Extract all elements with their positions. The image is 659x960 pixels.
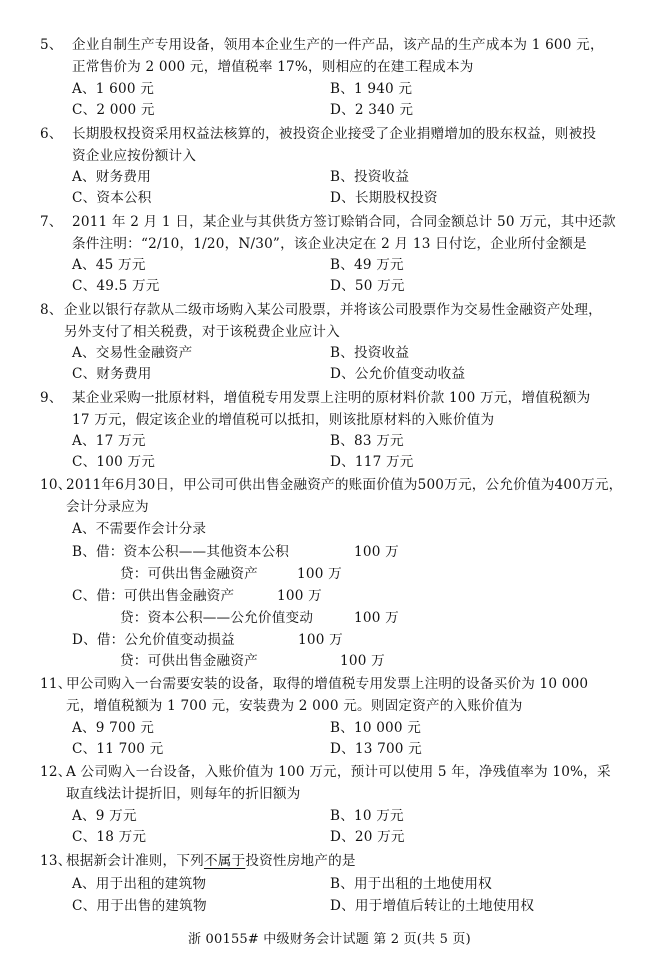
entry-amount: 100 万 xyxy=(354,544,399,560)
option-d: D、公允价值变动收益 xyxy=(330,366,466,382)
question-stem-line: 2011年6月30日，甲公司可供出售金融资产的账面价值为500万元，公允价值为400万元， xyxy=(66,477,623,493)
question-number: 7、 xyxy=(40,214,63,230)
question-stem-line: 某企业采购一批原材料，增值税专用发票上注明的原材料价款 100 万元，增值税额为 xyxy=(72,390,591,406)
question-number: 6、 xyxy=(40,126,63,142)
question-stem-line: 企业以银行存款从二级市场购入某公司股票，并将该公司股票作为交易性金融资产处理， xyxy=(64,302,602,318)
option-a: A、45 万元 xyxy=(72,257,146,273)
question-stem-line: 资企业应按份额计入 xyxy=(72,148,197,164)
option-a: A、不需要作会计分录 xyxy=(72,521,207,537)
question-stem-line: 17 万元，假定该企业的增值税可以抵扣，则该批原材料的入账价值为 xyxy=(72,412,495,428)
question-number: 13、 xyxy=(40,853,72,869)
option-c: C、用于出售的建筑物 xyxy=(72,898,207,914)
entry-amount: 100 万 xyxy=(298,632,343,648)
question-stem-line: A 公司购入一台设备，入账价值为 100 万元，预计可以使用 5 年，净残值率为 10%，采 xyxy=(66,764,611,780)
question-number: 12、 xyxy=(40,764,72,780)
option-c: C、11 700 元 xyxy=(72,741,164,757)
option-d: D、借：公允价值变动损益 xyxy=(72,632,235,648)
option-a: A、交易性金融资产 xyxy=(72,345,193,361)
question-stem-line: 另外支付了相关税费，对于该税费企业应计入 xyxy=(64,324,340,340)
option-d: D、50 万元 xyxy=(330,278,405,294)
question-stem-line: 正常售价为 2 000 元，增值税率 17%，则相应的在建工程成本为 xyxy=(72,59,474,75)
entry-amount: 100 万 xyxy=(297,566,342,582)
option-c: C、100 万元 xyxy=(72,454,156,470)
question-stem-line: 2011 年 2 月 1 日，某企业与其供货方签订赊销合同，合同金额总计 50 万元，其中还款 xyxy=(72,214,616,230)
option-c: C、49.5 万元 xyxy=(72,278,160,294)
option-d: D、13 700 元 xyxy=(330,741,422,757)
option-c: C、资本公积 xyxy=(72,190,152,206)
option-b: B、投资收益 xyxy=(330,345,410,361)
option-a: A、用于出租的建筑物 xyxy=(72,876,207,892)
page-footer: 浙 00155# 中级财务会计试题 第 2 页(共 5 页) xyxy=(188,932,471,947)
option-a: A、1 600 元 xyxy=(72,81,155,97)
option-c: C、18 万元 xyxy=(72,829,147,845)
question-stem-line: 取直线法计提折旧，则每年的折旧额为 xyxy=(66,786,301,802)
option-c: C、财务费用 xyxy=(72,366,152,382)
question-number: 11、 xyxy=(40,676,72,692)
option-b: B、投资收益 xyxy=(330,169,410,185)
option-c: C、2 000 元 xyxy=(72,102,155,118)
question-stem-line: 会计分录应为 xyxy=(66,499,149,515)
option-d: D、20 万元 xyxy=(330,829,405,845)
entry-amount: 100 万 xyxy=(354,610,399,626)
option-d: D、2 340 元 xyxy=(330,102,414,118)
option-a: A、9 700 元 xyxy=(72,720,155,736)
option-b: B、1 940 元 xyxy=(330,81,413,97)
option-a: A、9 万元 xyxy=(72,808,137,824)
option-d: D、用于增值后转让的土地使用权 xyxy=(330,898,535,914)
question-stem-line: 根据新会计准则，下列不属于投资性房地产的是 xyxy=(66,853,356,869)
option-b: B、10 000 元 xyxy=(330,720,422,736)
credit-account: 贷：可供出售金融资产 xyxy=(120,566,258,582)
option-b: B、用于出租的土地使用权 xyxy=(330,876,492,892)
option-b: B、10 万元 xyxy=(330,808,404,824)
option-a: A、17 万元 xyxy=(72,433,146,449)
question-number: 5、 xyxy=(40,37,63,53)
question-stem-line: 条件注明：“2/10，1/20，N/30”，该企业决定在 2 月 13 日付讫，企业所付金额是 xyxy=(72,236,587,252)
entry-amount: 100 万 xyxy=(340,653,385,669)
option-b: B、49 万元 xyxy=(330,257,404,273)
option-d: D、长期股权投资 xyxy=(330,190,438,206)
option-a: A、财务费用 xyxy=(72,169,151,185)
option-b: B、83 万元 xyxy=(330,433,404,449)
emphasis-underline: 不属于 xyxy=(203,853,246,869)
entry-amount: 100 万 xyxy=(277,588,322,604)
question-number: 9、 xyxy=(40,390,63,406)
question-number: 8、 xyxy=(40,302,63,318)
credit-account: 贷：资本公积——公允价值变动 xyxy=(120,610,314,626)
question-stem-line: 长期股权投资采用权益法核算的，被投资企业接受了企业捐赠增加的股东权益，则被投 xyxy=(72,126,597,142)
question-stem-line: 元，增值税额为 1 700 元，安装费为 2 000 元。则固定资产的入账价值为 xyxy=(66,698,523,714)
question-stem-line: 甲公司购入一台需要安装的设备，取得的增值税专用发票上注明的设备买价为 10 000 xyxy=(66,676,589,692)
option-d: D、117 万元 xyxy=(330,454,414,470)
question-number: 10、 xyxy=(40,477,72,493)
question-stem-line: 企业自制生产专用设备，领用本企业生产的一件产品，该产品的生产成本为 1 600 元， xyxy=(72,37,604,53)
option-b: B、借：资本公积——其他资本公积 xyxy=(72,544,290,560)
credit-account: 贷：可供出售金融资产 xyxy=(120,653,258,669)
option-c: C、借：可供出售金融资产 xyxy=(72,588,235,604)
